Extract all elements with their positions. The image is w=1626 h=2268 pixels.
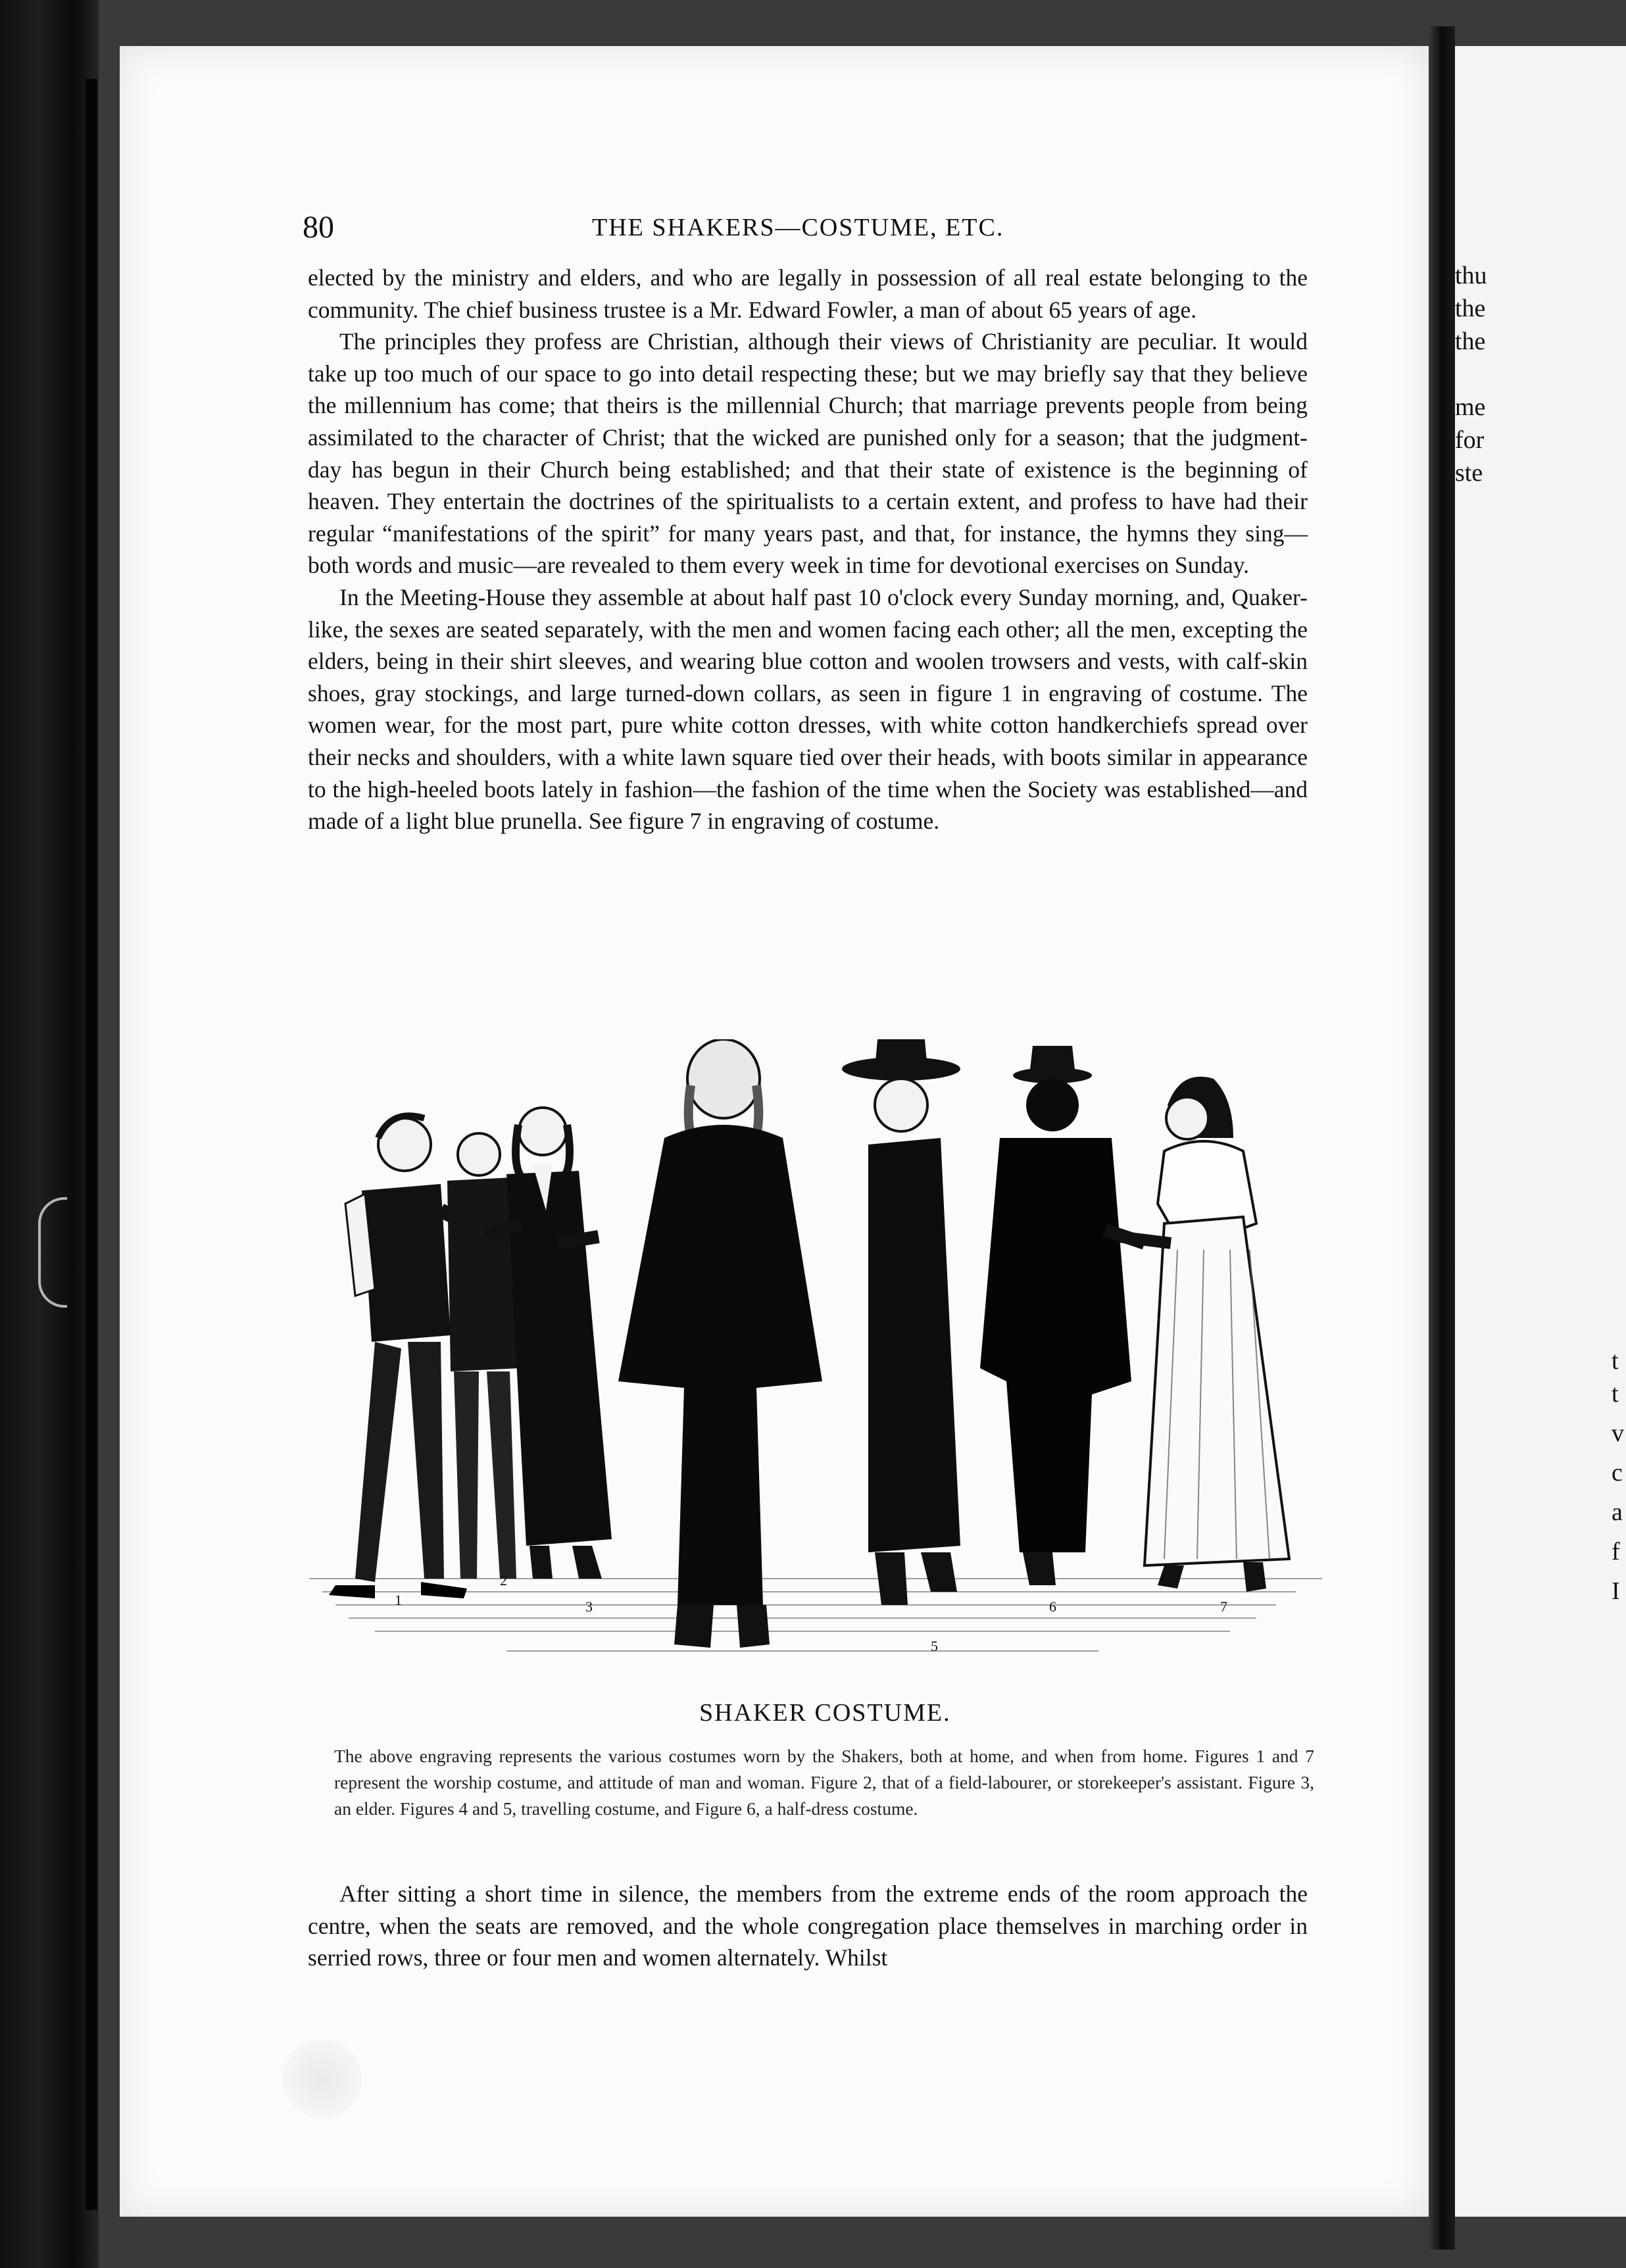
page-gutter (1429, 26, 1455, 2250)
figure-7-worship-woman (1118, 1077, 1289, 1592)
scan-smudge (283, 2039, 362, 2118)
book-spine-shadow (86, 79, 97, 2210)
adjacent-page-text: t (1612, 1347, 1619, 1375)
adjacent-page-text: c (1612, 1459, 1623, 1487)
adjacent-page-text: for (1455, 426, 1485, 454)
figure-label-1: 1 (395, 1592, 402, 1608)
paragraph: After sitting a short time in silence, the members from the extreme ends of the room approach the centre, when the seats are removed, and the whole congregation place themselves in marching order in serried rows, three or four men and women alternately. Whilst (308, 1881, 1308, 1971)
caption-paragraph: The above engraving represents the various costumes worn by the Shakers, both at home, and when from home. Figures 1 and 7 represent the worship costume, and attitude of man and woman. Figure 2, that of a field-labourer, or storekeeper's assistant. Figure 3, an elder. Figures 4 and 5, travelling costume, and Figure 6, a half-dress costume. (334, 1746, 1314, 1819)
adjacent-page-text: f (1612, 1538, 1620, 1565)
adjacent-page-text: t (1612, 1380, 1619, 1408)
adjacent-page-text: I (1612, 1577, 1620, 1605)
adjacent-page-edge (1455, 46, 1626, 2217)
adjacent-page-text: thu (1455, 262, 1487, 289)
figure-caption (334, 1743, 1314, 1822)
scan-artifact-mark (38, 1197, 67, 1308)
running-head: THE SHAKERS—COSTUME, ETC. (592, 214, 1004, 241)
figure-label-7: 7 (1220, 1598, 1227, 1615)
figure-label-2: 2 (500, 1572, 507, 1589)
figure-5-travelling-costume (842, 1039, 960, 1605)
adjacent-page-text: ste (1455, 459, 1483, 487)
paragraph: The principles they profess are Christian, although their views of Christianity are peculiar. It would take up too much of our space to go into detail respecting these; but we may briefly say that they believe the millennium has come; that theirs is the millennial Church; that marriage prevents people from being assimilated to the character of Christ; that the wicked are punished only for a season; that the judgment-day has begun in their Church being established; and that their state of existence is the beginning of heaven. They entertain the doctrines of the spiritualists to a certain extent, and profess to have had their regular “manifestations of the spirit” for many years past, and that, for instance, the hymns they sing—both words and music—are revealed to them every week in time for devotional exercises on Sunday. (308, 328, 1308, 579)
page-number: 80 (303, 210, 334, 245)
adjacent-page-text: the (1455, 328, 1486, 355)
book-left-edge (0, 0, 99, 2268)
figure-label-3: 3 (585, 1598, 593, 1615)
adjacent-page-text: the (1455, 295, 1486, 322)
figure-title: SHAKER COSTUME. (699, 1699, 951, 1727)
shaker-costume-engraving (309, 1039, 1322, 1671)
paragraph: elected by the ministry and elders, and who are legally in possession of all real estate belonging to the community. The chief business trustee is a Mr. Edward Fowler, a man of about 65 years of age. (308, 264, 1308, 323)
figure-label-6: 6 (1049, 1598, 1056, 1615)
page-header (303, 209, 1309, 249)
body-text-bottom (308, 1878, 1308, 1974)
figure-4-travelling-costume (618, 1039, 822, 1648)
adjacent-page-text: v (1612, 1419, 1624, 1447)
figure-6-half-dress-costume (980, 1046, 1145, 1585)
adjacent-page-text: a (1612, 1498, 1623, 1526)
body-text-top (308, 262, 1308, 837)
paragraph: In the Meeting-House they assemble at about half past 10 o'clock every Sunday morning, and, Quaker-like, the sexes are seated separately, with the men and women facing each other; all the men, excepting the elders, being in their shirt sleeves, and wearing blue cotton and woolen trowsers and vests, with calf-skin shoes, gray stockings, and large turned-down collars, as seen in figure 1 in engraving of costume. The women wear, for the most part, pure white cotton dresses, with white cotton handkerchiefs spread over their necks and shoulders, with a white lawn square tied over their heads, with boots similar in appearance to the high-heeled boots lately in fashion—the fashion of the time when the Society was established—and made of a light blue prunella. See figure 7 in engraving of costume. (308, 583, 1308, 835)
figure-label-4: 4 (753, 1612, 760, 1628)
figure-label-5: 5 (931, 1638, 938, 1654)
adjacent-page-text: me (1455, 393, 1486, 421)
